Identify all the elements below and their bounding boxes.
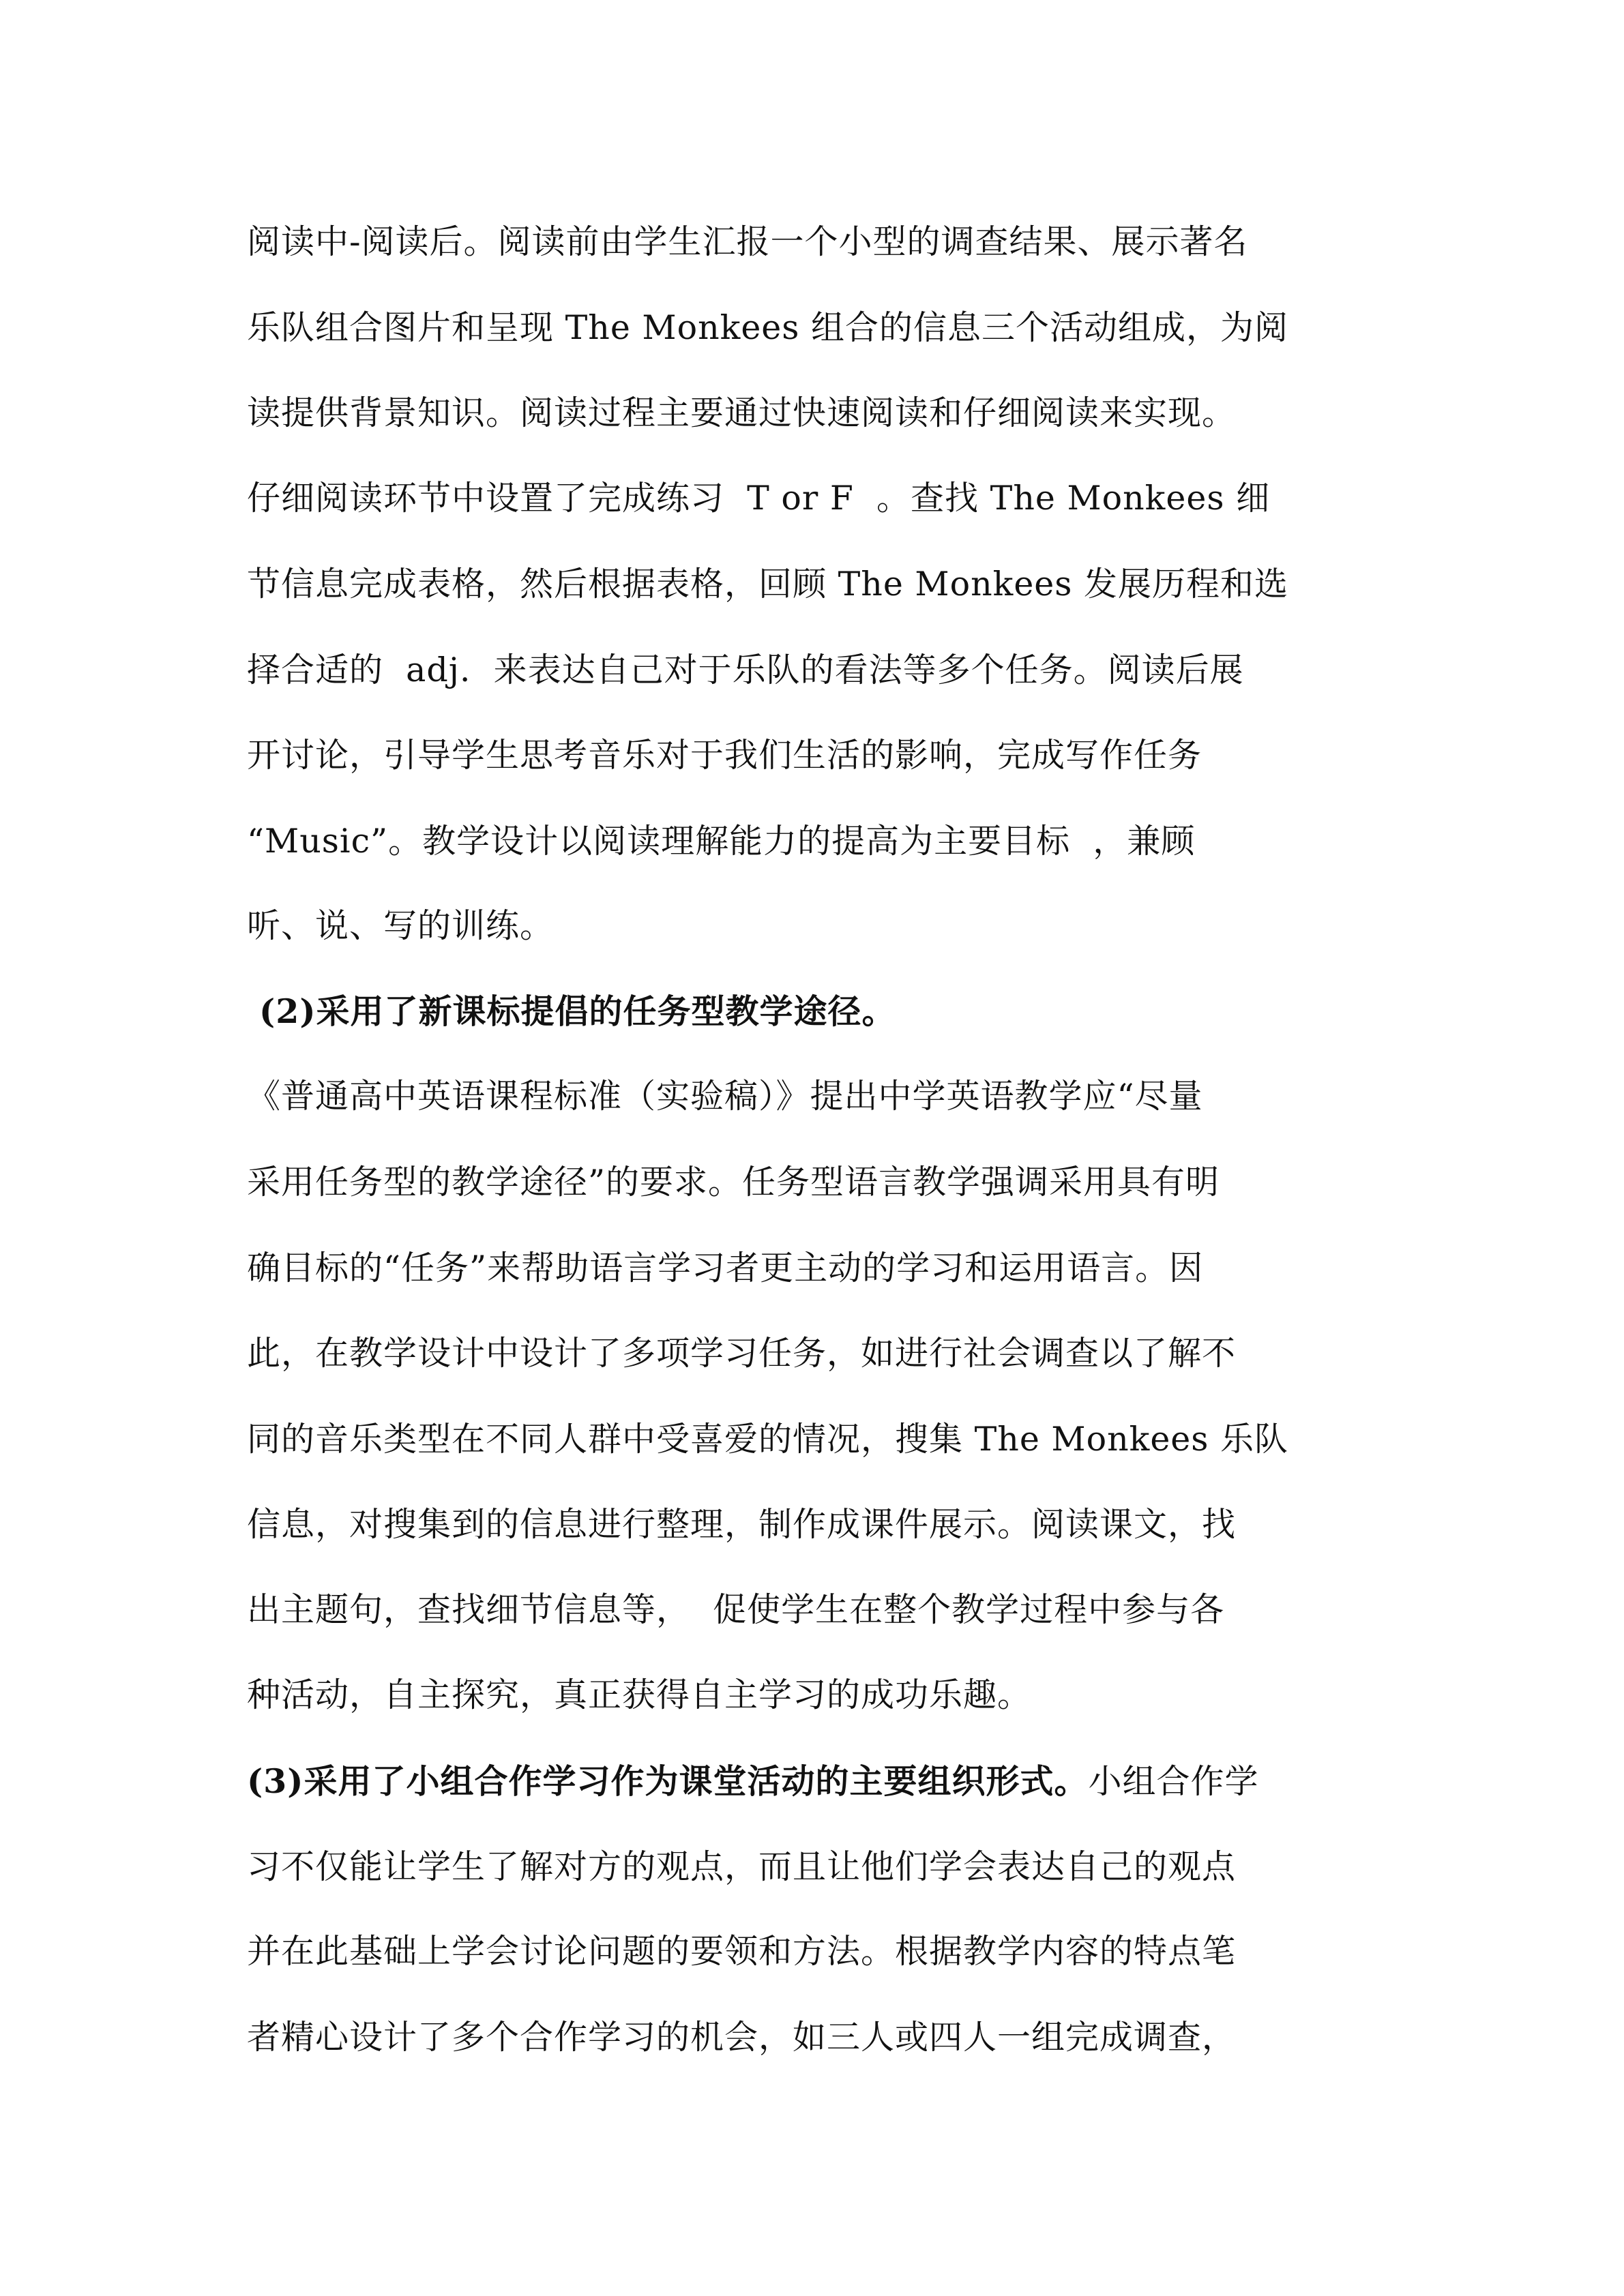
paragraph-line: 节信息完成表格，然后根据表格，回顾 The Monkees 发展历程和选 <box>247 565 1289 603</box>
paragraph-line: 习不仅能让学生了解对方的观点，而且让他们学会表达自己的观点 <box>247 1847 1237 1886</box>
section-heading-2: (2)采用了新课标提倡的任务型教学途径。 <box>247 992 896 1031</box>
paragraph-line: 出主题句，查找细节信息等， 促使学生在整个教学过程中参与各 <box>247 1590 1225 1629</box>
section-heading-3: (3)采用了小组合作学习作为课堂活动的主要组织形式。 <box>247 1761 1089 1801</box>
paragraph-line: 择合适的 adj. 来表达自己对于乐队的看法等多个任务。阅读后展 <box>247 651 1244 689</box>
paragraph-line: 采用任务型的教学途径”的要求。任务型语言教学强调采用具有明 <box>247 1163 1220 1202</box>
paragraph-line: 听、说、写的训练。 <box>247 906 555 945</box>
paragraph-line: “Music”。教学设计以阅读理解能力的提高为主要目标 ，兼顾 <box>247 822 1196 861</box>
paragraph-line: 此，在教学设计中设计了多项学习任务，如进行社会调查以了解不 <box>247 1334 1237 1373</box>
paragraph-line: 信息，对搜集到的信息进行整理，制作成课件展示。阅读课文，找 <box>247 1505 1237 1544</box>
paragraph-line: 阅读中-阅读后。阅读前由学生汇报一个小型的调查结果、展示著名 <box>247 222 1248 261</box>
paragraph-line: 确目标的“任务”来帮助语言学习者更主动的学习和运用语言。因 <box>247 1249 1204 1287</box>
paragraph-line: 并在此基础上学会讨论问题的要领和方法。根据教学内容的特点笔 <box>247 1932 1237 1971</box>
paragraph-text: 小组合作学 <box>1088 1762 1259 1801</box>
paragraph-line: 种活动，自主探究，真正获得自主学习的成功乐趣。 <box>247 1675 1032 1714</box>
paragraph-line: 读提供背景知识。阅读过程主要通过快速阅读和仔细阅读来实现。 <box>247 393 1237 432</box>
paragraph-line: 仔细阅读环节中设置了完成练习 T or F 。查找 The Monkees 细 <box>247 479 1271 518</box>
paragraph-line: 乐队组合图片和呈现 The Monkees 组合的信息三个活动组成，为阅 <box>247 308 1289 347</box>
paragraph-line: 《普通高中英语课程标准（实验稿）》提出中学英语教学应“尽量 <box>247 1077 1203 1116</box>
paragraph-line: 同的音乐类型在不同人群中受喜爱的情况，搜集 The Monkees 乐队 <box>247 1420 1289 1459</box>
paragraph-line: 开讨论，引导学生思考音乐对于我们生活的影响，完成写作任务 <box>247 736 1202 775</box>
section-heading-3-line <box>247 1754 1406 1808</box>
paragraph-line: 者精心设计了多个合作学习的机会，如三人或四人一组完成调查， <box>247 2018 1237 2057</box>
